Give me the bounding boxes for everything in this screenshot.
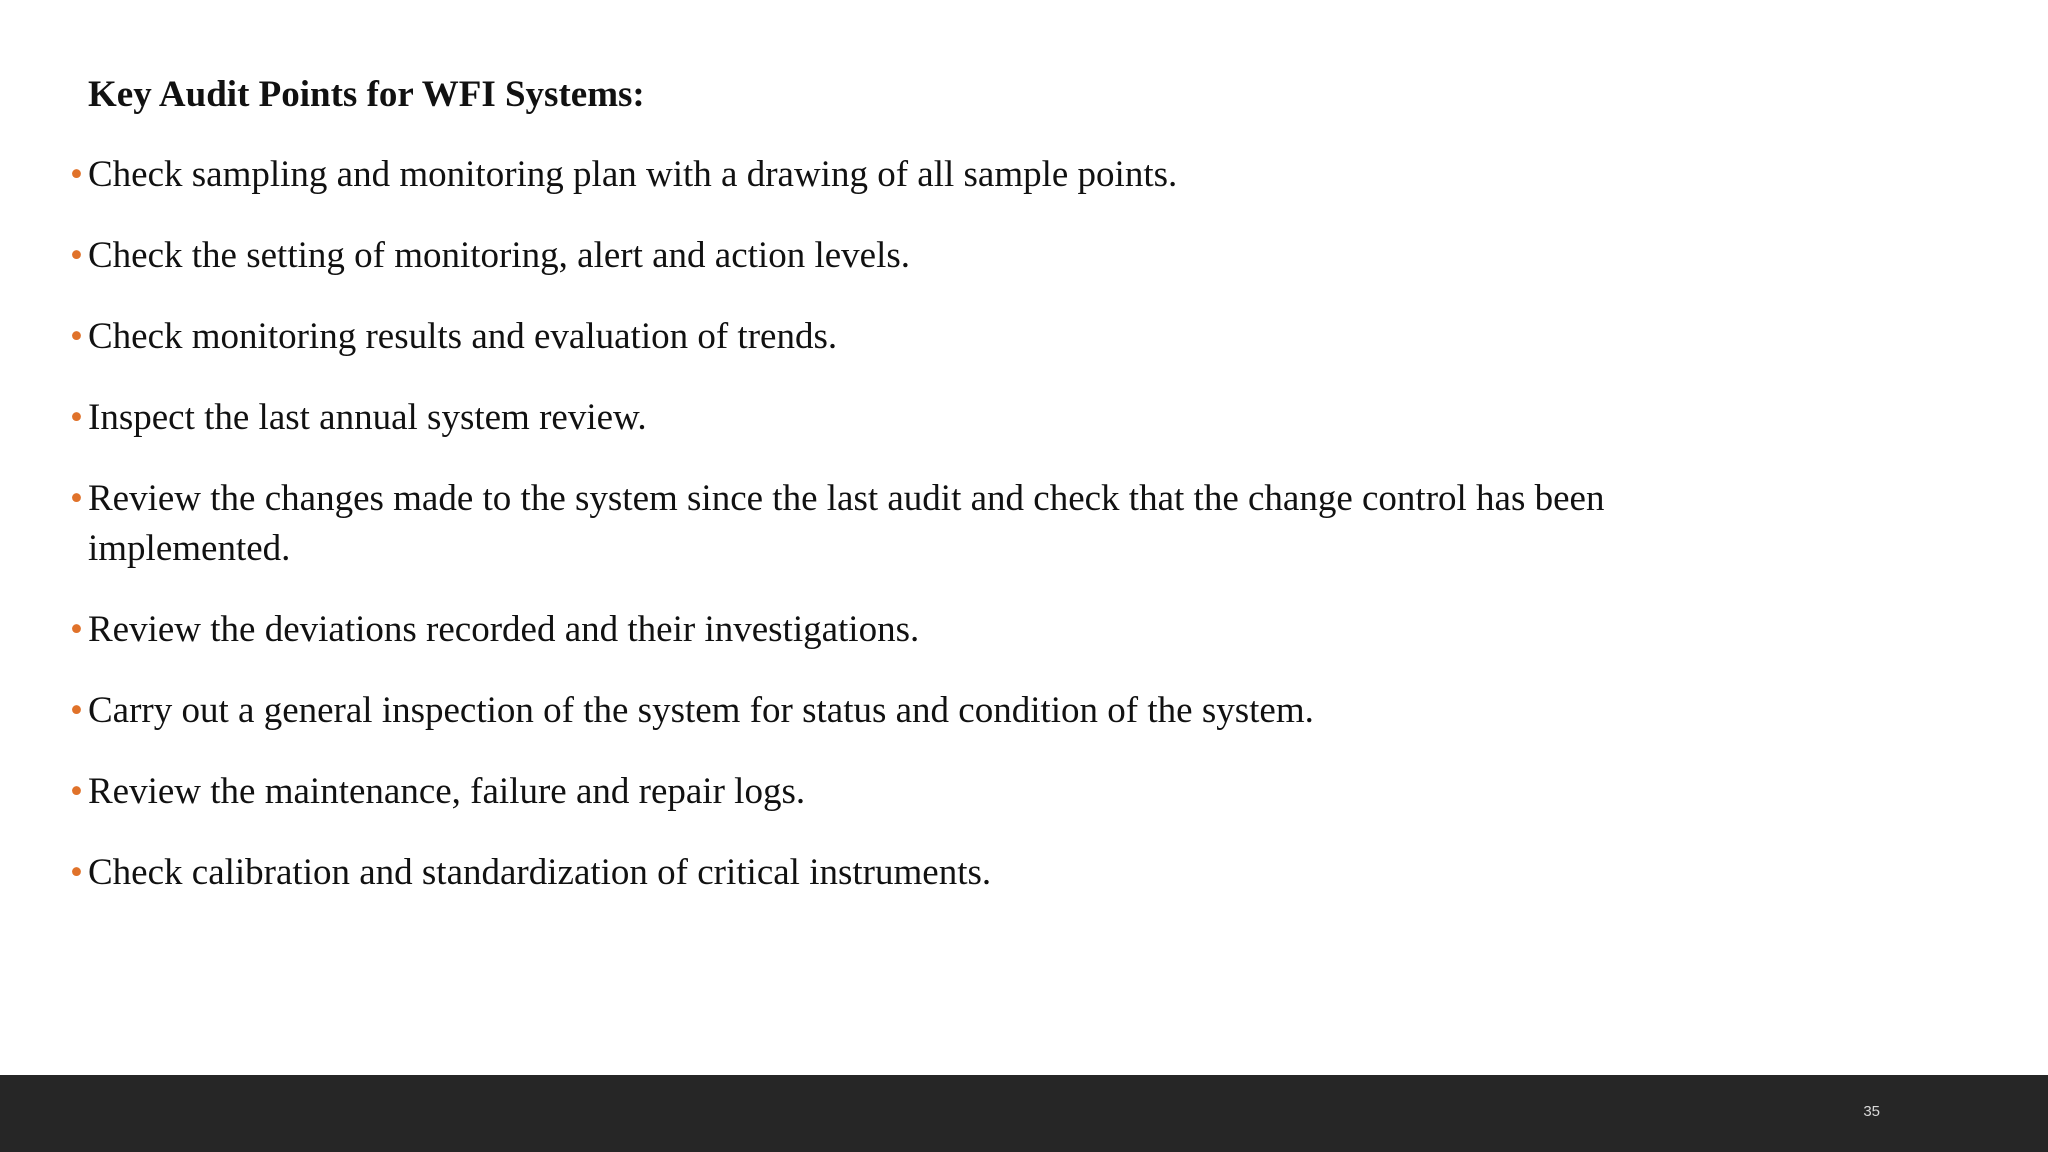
bullet-icon: • — [70, 609, 83, 650]
bullet-text: Check calibration and standardization of critical instruments. — [88, 852, 992, 893]
bullet-icon: • — [70, 397, 83, 438]
bullet-list — [70, 150, 1770, 898]
page-number: 35 — [1863, 1103, 1880, 1120]
slide-content — [70, 70, 1770, 929]
bullet-text: Check the setting of monitoring, alert and action levels. — [88, 235, 911, 276]
bullet-icon: • — [70, 235, 83, 276]
bullet-text: Review the maintenance, failure and repair logs. — [88, 771, 806, 812]
bullet-item — [70, 605, 1770, 655]
bullet-item — [70, 767, 1770, 817]
bullet-text: Carry out a general inspection of the system for status and condition of the system. — [88, 690, 1314, 731]
bullet-text: Review the deviations recorded and their investigations. — [88, 609, 920, 650]
bullet-item — [70, 150, 1770, 200]
bullet-item — [70, 393, 1770, 443]
footer-bar — [0, 1075, 2048, 1152]
bullet-icon: • — [70, 852, 83, 893]
bullet-icon: • — [70, 316, 83, 357]
bullet-text: Review the changes made to the system since the last audit and check that the change control has been implemented. — [88, 478, 1605, 569]
bullet-icon: • — [70, 771, 83, 812]
bullet-icon: • — [70, 690, 83, 731]
bullet-text: Check sampling and monitoring plan with a drawing of all sample points. — [88, 154, 1178, 195]
slide-heading: Key Audit Points for WFI Systems: — [88, 74, 645, 115]
bullet-icon: • — [70, 154, 83, 195]
bullet-text: Check monitoring results and evaluation of trends. — [88, 316, 838, 357]
bullet-item — [70, 312, 1770, 362]
bullet-item — [70, 474, 1770, 574]
bullet-item — [70, 686, 1770, 736]
bullet-item — [70, 231, 1770, 281]
bullet-icon: • — [70, 478, 83, 519]
bullet-item — [70, 848, 1770, 898]
bullet-text: Inspect the last annual system review. — [88, 397, 647, 438]
